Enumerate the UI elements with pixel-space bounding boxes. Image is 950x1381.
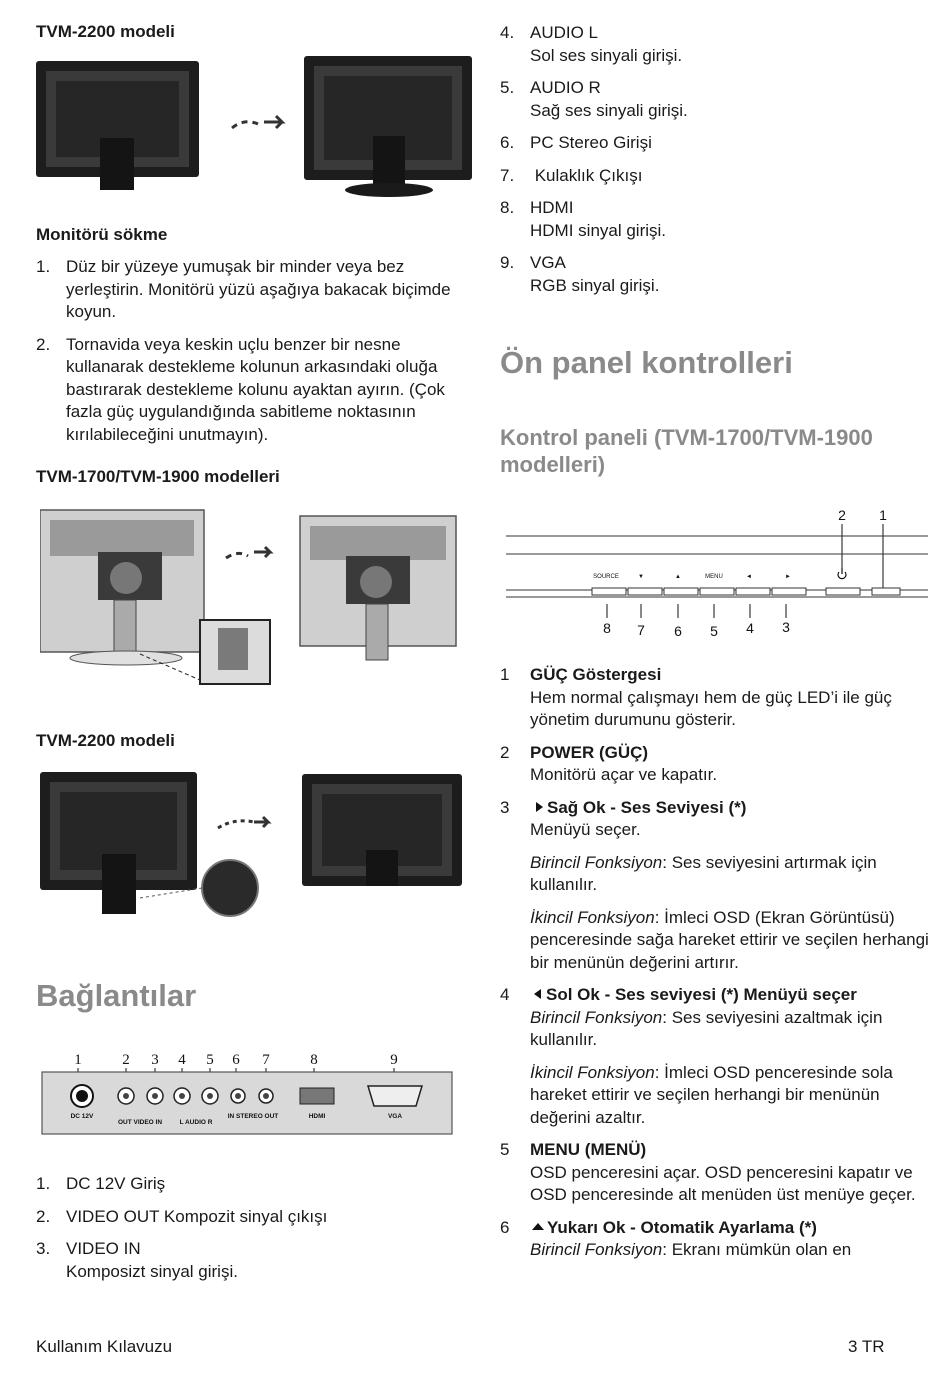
connector-number: 3 bbox=[151, 1052, 159, 1068]
panel-number: 8 bbox=[603, 620, 611, 636]
controls-list bbox=[500, 664, 940, 1262]
button-label-down: ▼ bbox=[638, 574, 644, 580]
panel-number: 6 bbox=[674, 623, 682, 639]
figure-tvm2200-stand bbox=[36, 56, 476, 204]
control-primary bbox=[530, 1239, 940, 1262]
control-primary bbox=[530, 1007, 940, 1052]
connector-number: 9 bbox=[390, 1052, 398, 1068]
list-item bbox=[36, 1206, 476, 1229]
primary-label: Birincil Fonksiyon bbox=[530, 1240, 663, 1259]
panel-number: 2 bbox=[838, 507, 846, 523]
connector-panel-diagram bbox=[40, 1048, 454, 1138]
control-title: Sol Ok - Ses seviyesi (*) Menüyü seçer bbox=[546, 985, 857, 1004]
control-title: Yukarı Ok - Otomatik Ayarlama (*) bbox=[547, 1217, 817, 1237]
heading-tvm1700-1900: TVM-1700/TVM-1900 modelleri bbox=[36, 467, 280, 486]
list-item bbox=[36, 256, 476, 324]
control-number: 6 bbox=[500, 1217, 510, 1237]
list-number: 5. bbox=[500, 78, 515, 97]
list-number: 4. bbox=[500, 23, 515, 42]
panel-number: 3 bbox=[782, 619, 790, 635]
primary-text: : Ses seviyesini azaltmak için kullanılır. bbox=[530, 1007, 883, 1049]
remove-steps-list bbox=[36, 256, 476, 446]
connector-number: 7 bbox=[262, 1052, 270, 1068]
label-video: OUT VIDEO IN bbox=[117, 1119, 163, 1126]
list-item bbox=[500, 252, 930, 297]
control-item bbox=[500, 664, 940, 732]
control-desc: Monitörü açar ve kapatır. bbox=[530, 765, 718, 784]
control-item bbox=[500, 984, 940, 1129]
list-subtext: HDMI sinyal girişi. bbox=[530, 220, 667, 240]
list-item bbox=[500, 165, 930, 188]
list-text: AUDIO R bbox=[530, 78, 601, 97]
list-item bbox=[500, 132, 930, 155]
list-text: DC 12V Giriş bbox=[66, 1174, 166, 1193]
up-triangle-icon bbox=[532, 1223, 544, 1230]
button-label-source: SOURCE bbox=[593, 574, 619, 580]
list-text: Kulaklık Çıkışı bbox=[530, 165, 643, 185]
control-secondary bbox=[530, 1062, 940, 1130]
list-number: 2. bbox=[36, 334, 51, 354]
control-title: POWER (GÜÇ) bbox=[530, 742, 649, 762]
connector-number: 1 bbox=[74, 1052, 82, 1068]
list-number: 9. bbox=[500, 253, 515, 272]
secondary-label: İkincil Fonksiyon bbox=[530, 907, 655, 927]
secondary-text: : İmleci OSD penceresinde sola hareket ettirir ve seçilen herhangi bir menünün değerini azaltır. bbox=[530, 1062, 893, 1127]
list-subtext: Sağ ses sinyali girişi. bbox=[530, 100, 688, 120]
control-number: 1 bbox=[500, 665, 510, 684]
heading-tvm2200-b: TVM-2200 modeli bbox=[36, 731, 175, 750]
control-number: 2 bbox=[500, 742, 510, 762]
figure-tvm2200-stand-detail bbox=[40, 770, 470, 928]
control-item bbox=[500, 1217, 940, 1262]
list-subtext: RGB sinyal girişi. bbox=[530, 275, 660, 295]
connections-list-right bbox=[500, 22, 930, 297]
list-text: AUDIO L bbox=[530, 23, 599, 42]
list-subtext: Komposizt sinyal girişi. bbox=[66, 1261, 238, 1281]
button-label-left: ◄ bbox=[746, 574, 752, 580]
heading-remove-monitor: Monitörü sökme bbox=[36, 225, 168, 244]
vga-port bbox=[368, 1086, 422, 1106]
list-item bbox=[500, 22, 930, 67]
secondary-label: İkincil Fonksiyon bbox=[530, 1062, 655, 1082]
secondary-text: : İmleci OSD (Ekran Görüntüsü) penceresinde sağa hareket ettirir ve seçilen herhangi bir menünün değerini artırır. bbox=[530, 907, 929, 972]
connections-list-left bbox=[36, 1173, 476, 1283]
connector-number: 8 bbox=[310, 1052, 318, 1068]
list-item bbox=[36, 1173, 476, 1196]
list-text: VIDEO OUT Kompozit sinyal çıkışı bbox=[66, 1206, 328, 1226]
list-subtext: Sol ses sinyali girişi. bbox=[530, 45, 683, 65]
list-text: HDMI bbox=[530, 198, 574, 217]
control-item bbox=[500, 742, 940, 787]
control-title: Sağ Ok - Ses Seviyesi (*) bbox=[547, 797, 747, 817]
heading-connections: Bağlantılar bbox=[36, 978, 197, 1013]
button-label-menu: MENU bbox=[705, 574, 723, 580]
control-item bbox=[500, 1139, 940, 1207]
connector-number: 5 bbox=[206, 1052, 214, 1068]
control-number: 4 bbox=[500, 985, 510, 1004]
label-vga: VGA bbox=[387, 1113, 403, 1120]
list-text: PC Stereo Girişi bbox=[530, 133, 652, 152]
primary-text: : Ses seviyesini artırmak için kullanılır. bbox=[530, 852, 877, 894]
panel-number: 5 bbox=[710, 623, 718, 639]
label-hdmi: HDMI bbox=[308, 1113, 326, 1120]
list-number: 7. bbox=[500, 165, 515, 185]
figure-tvm1700-stand bbox=[40, 508, 470, 694]
control-number: 3 bbox=[500, 797, 510, 817]
control-panel-diagram bbox=[504, 504, 930, 640]
list-item bbox=[36, 1238, 476, 1283]
list-item bbox=[500, 197, 930, 242]
control-primary bbox=[530, 852, 940, 897]
label-stereo: IN STEREO OUT bbox=[227, 1113, 279, 1120]
connector-number: 2 bbox=[122, 1052, 130, 1068]
list-number: 8. bbox=[500, 198, 515, 217]
left-triangle-icon bbox=[534, 989, 541, 999]
connector-number: 4 bbox=[178, 1052, 186, 1068]
panel-number: 4 bbox=[746, 620, 754, 636]
primary-label: Birincil Fonksiyon bbox=[530, 852, 663, 872]
right-triangle-icon bbox=[536, 802, 543, 812]
list-text: Düz bir yüzeye yumuşak bir minder veya bez yerleştirin. Monitörü yüzü aşağıya bakacak biçimde koyun. bbox=[66, 257, 451, 321]
power-icon bbox=[838, 568, 846, 579]
heading-control-panel: Kontrol paneli (TVM-1700/TVM-1900 modelleri) bbox=[500, 425, 873, 477]
heading-tvm2200-a: TVM-2200 modeli bbox=[36, 22, 175, 41]
panel-number: 1 bbox=[879, 507, 887, 523]
button-label-right: ► bbox=[785, 574, 791, 580]
connector-number: 6 bbox=[232, 1052, 240, 1068]
list-number: 2. bbox=[36, 1206, 51, 1226]
list-number: 6. bbox=[500, 133, 515, 152]
control-secondary bbox=[530, 907, 940, 975]
button-label-up: ▲ bbox=[675, 574, 681, 580]
label-audio: L AUDIO R bbox=[179, 1119, 213, 1126]
footer-title: Kullanım Kılavuzu bbox=[36, 1337, 173, 1356]
list-number: 3. bbox=[36, 1239, 51, 1258]
list-item bbox=[500, 77, 930, 122]
hdmi-port bbox=[300, 1088, 334, 1104]
list-text: VIDEO IN bbox=[66, 1239, 141, 1258]
primary-text: : Ekranı mümkün olan en bbox=[662, 1240, 852, 1259]
primary-label: Birincil Fonksiyon bbox=[530, 1007, 663, 1027]
control-desc: OSD penceresini açar. OSD penceresini kapatır ve OSD penceresinde alt menüden üst menüye geçer. bbox=[530, 1162, 916, 1204]
page-number: 3 TR bbox=[848, 1337, 885, 1356]
list-number: 1. bbox=[36, 1174, 51, 1193]
heading-front-panel: Ön panel kontrolleri bbox=[500, 345, 793, 380]
list-number: 1. bbox=[36, 257, 51, 276]
control-desc: Menüyü seçer. bbox=[530, 820, 641, 839]
control-number: 5 bbox=[500, 1140, 510, 1159]
list-item bbox=[36, 334, 476, 447]
label-dc: DC 12V bbox=[70, 1113, 94, 1120]
list-text: Tornavida veya keskin uçlu benzer bir nesne kullanarak destekleme kolunun arkasındaki oluğa bastırarak destekleme kolunu ayaktan ayırın. (Çok fazla güç uygulandığında sabitleme noktasının kırılabileceğini unutmayın). bbox=[66, 334, 445, 444]
control-desc: Hem normal çalışmayı hem de güç LED’i ile güç yönetim durumunu gösterir. bbox=[530, 687, 892, 729]
control-title: GÜÇ Göstergesi bbox=[530, 665, 662, 684]
control-title: MENU (MENÜ) bbox=[530, 1140, 647, 1159]
control-item bbox=[500, 797, 940, 975]
list-text: VGA bbox=[530, 253, 566, 272]
panel-number: 7 bbox=[637, 622, 645, 638]
